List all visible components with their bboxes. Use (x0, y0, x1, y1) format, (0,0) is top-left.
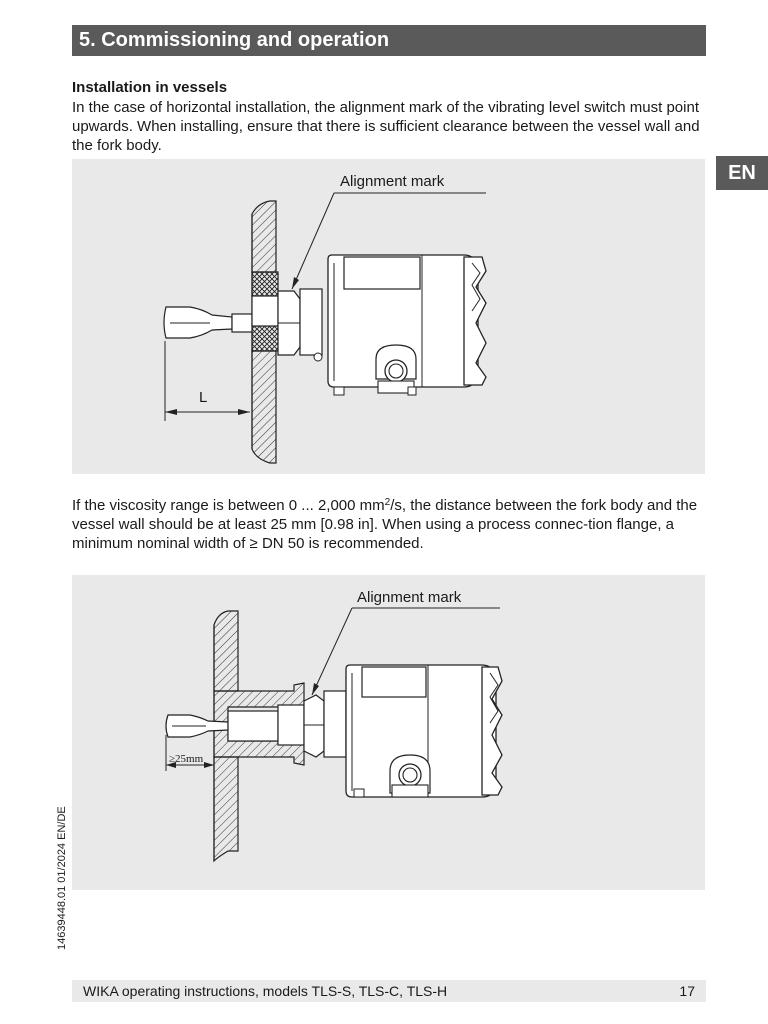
document-id: 14639448.01 01/2024 EN/DE (56, 806, 68, 950)
figure-1-dimension-label: L (199, 389, 208, 406)
gasket-upper (252, 272, 278, 296)
vessel-wall-lower (252, 351, 276, 463)
section-title: 5. Commissioning and operation (79, 29, 390, 51)
figure-2-callout-label: Alignment mark (357, 589, 462, 606)
section-header (72, 25, 706, 56)
figure-2-drawing (72, 575, 705, 890)
vessel-wall (252, 201, 276, 272)
subheading: Installation in vessels (72, 79, 228, 96)
housing-cover (482, 667, 502, 795)
footer-title: WIKA operating instructions, models TLS-S, TLS-C, TLS-H (83, 983, 448, 999)
page-footer (72, 980, 706, 1002)
page-number: 17 (679, 983, 695, 999)
figure-2-dimension-label: ≥25mm (169, 753, 204, 765)
hex-nut (304, 695, 324, 757)
housing-cover (464, 257, 486, 385)
paragraph-horizontal-installation: In the case of horizontal installation, the alignment mark of the vibrating level switch must point upwards. When installing, ensure that there is sufficient clearance between the vessel wall and the fork body. (72, 99, 700, 154)
vessel-wall-lower (214, 757, 238, 861)
vessel-wall (214, 611, 238, 691)
figure-1-drawing (72, 159, 705, 474)
figure-installation-vessel (72, 159, 705, 474)
figure-1-callout-label: Alignment mark (340, 173, 445, 190)
paragraph-viscosity: If the viscosity range is between 0 ... 2,000 $mm^2/s$, the distance between the fork body and the vessel wall should be at least 25 mm [0.98 in]. When using a process connec-tion flange, a minimum nominal width of ≥ DN 50 is recommended. (72, 497, 698, 552)
figure-installation-flange (72, 575, 705, 890)
gasket-lower (252, 326, 278, 351)
language-tab[interactable]: EN (716, 156, 768, 190)
